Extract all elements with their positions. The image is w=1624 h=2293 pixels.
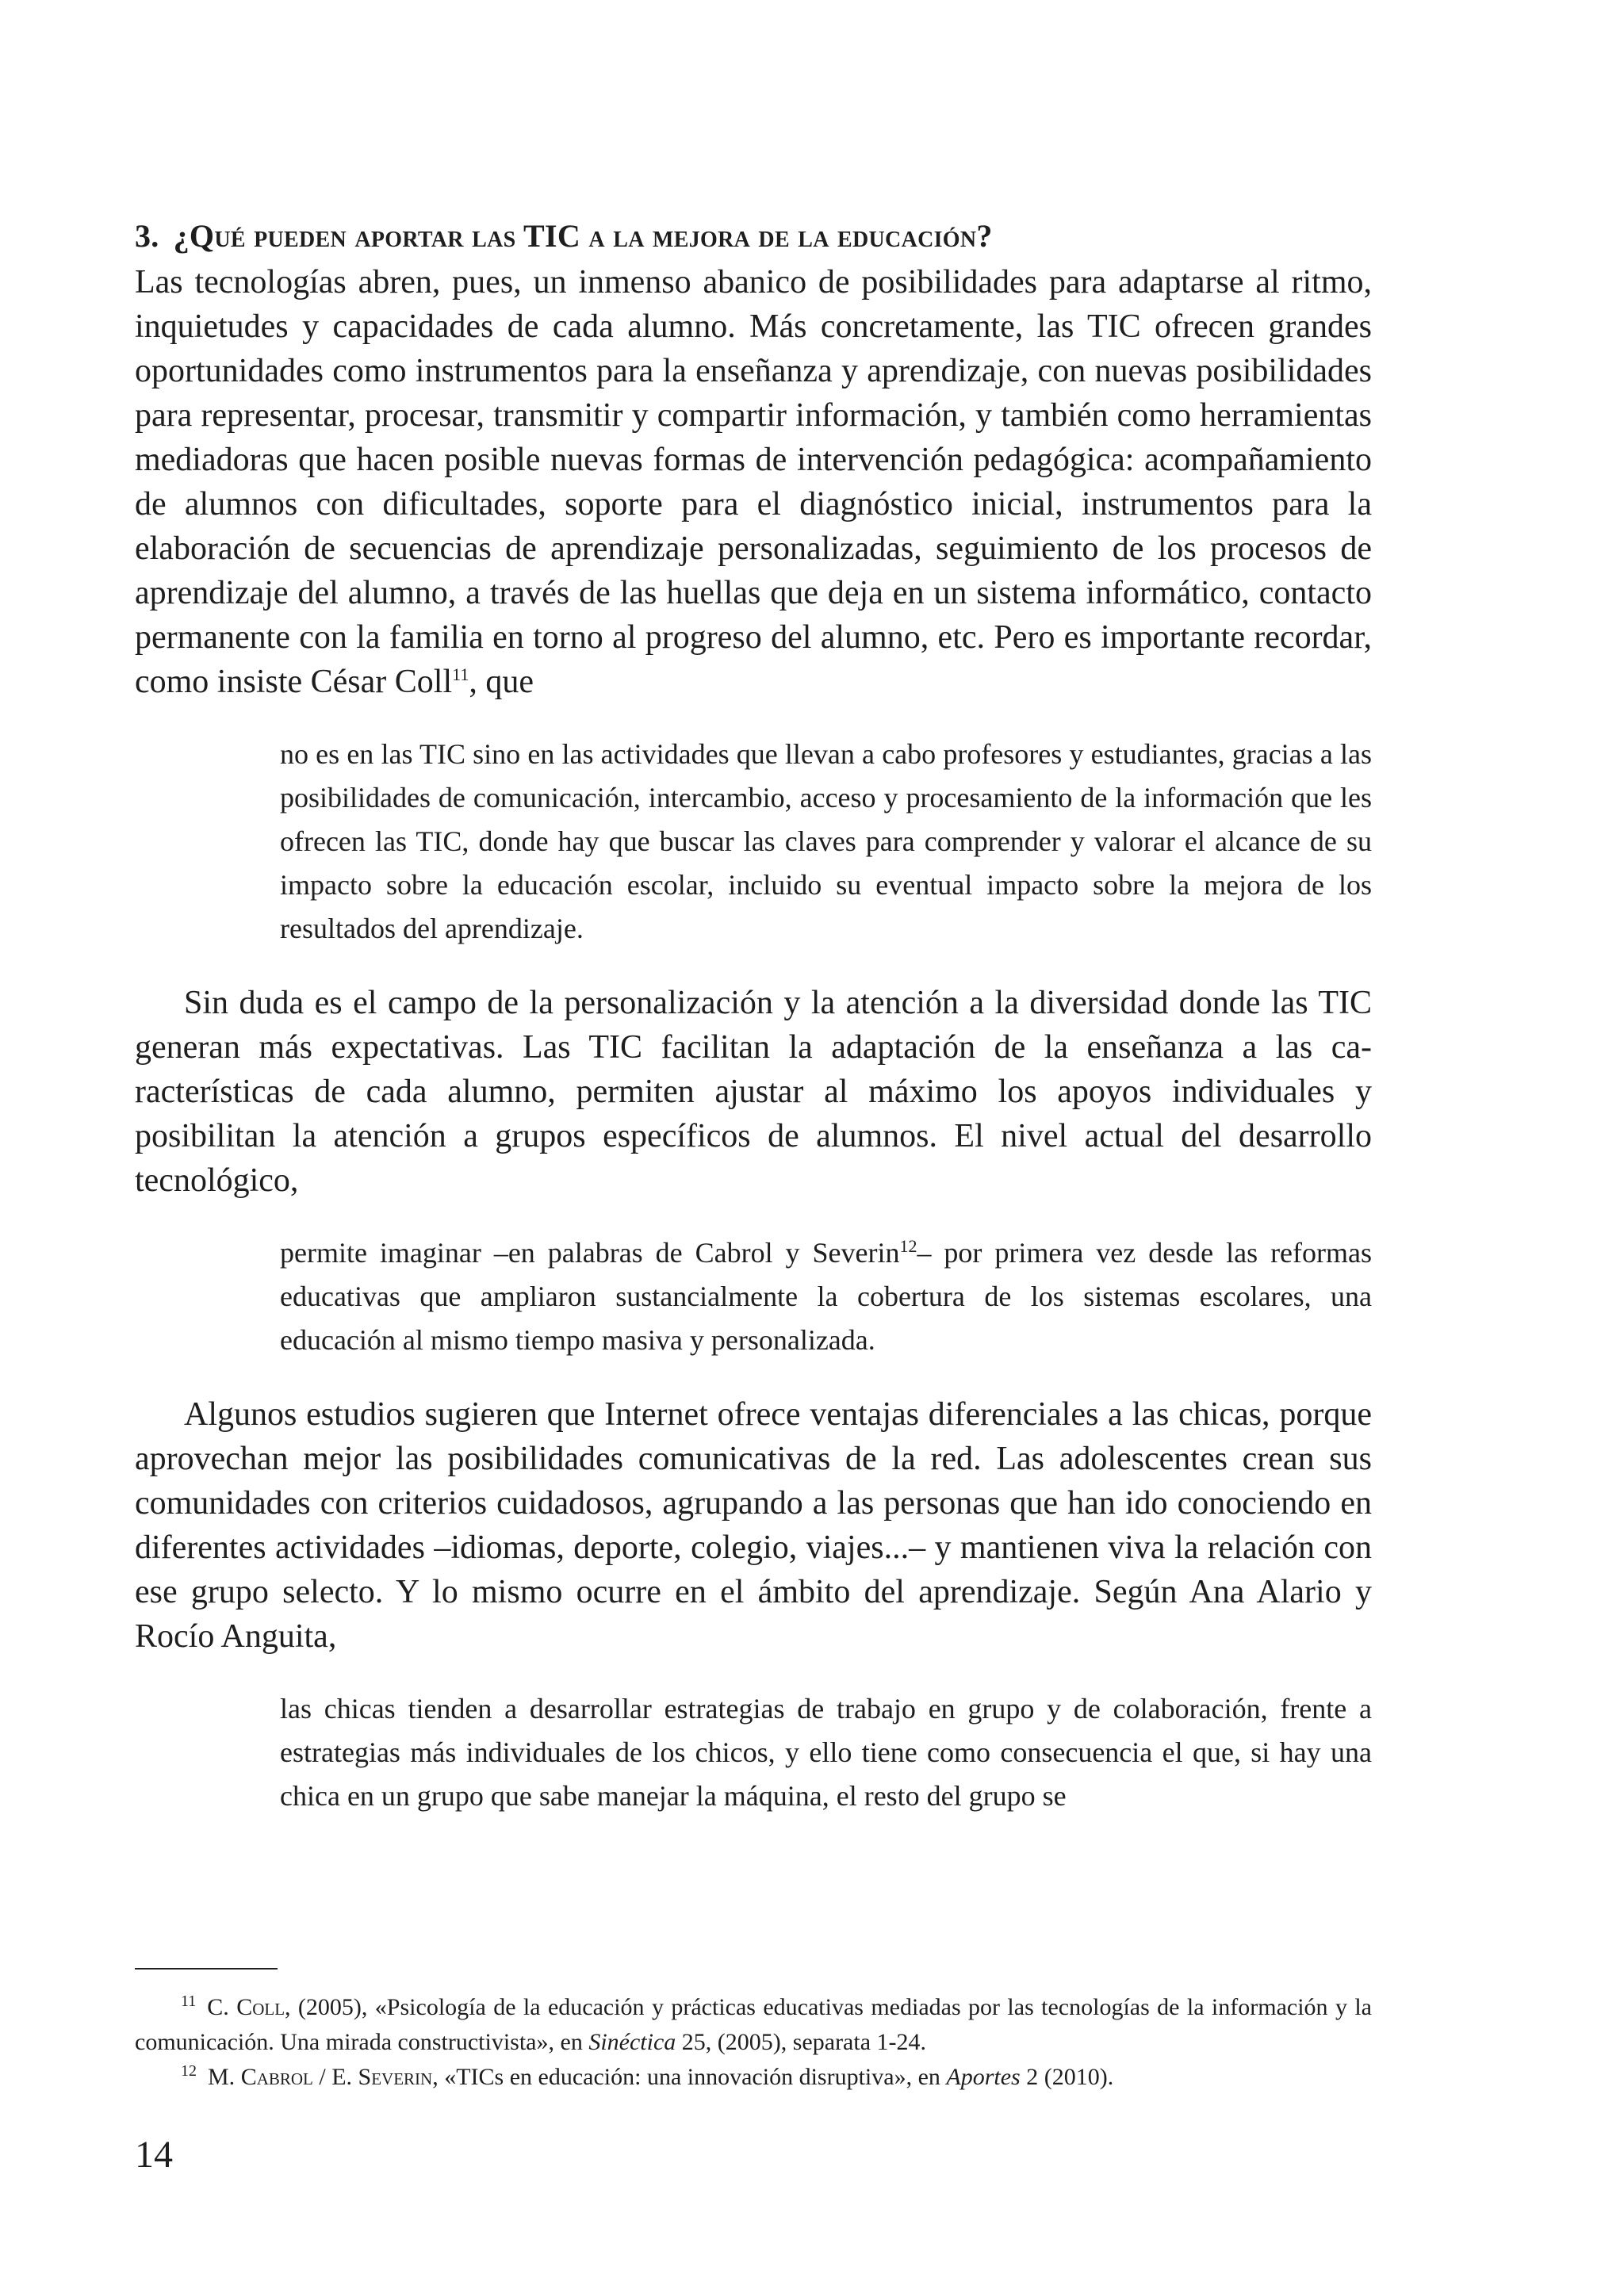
footnote-journal: Sinéctica	[588, 2029, 676, 2055]
footnote-number: 11	[181, 1992, 197, 2010]
section-title: ¿Qué pueden aportar las TIC a la mejora de la educación?	[173, 218, 993, 254]
footnote-author: Coll	[236, 1994, 285, 2020]
footnote-number: 12	[181, 2062, 197, 2080]
paragraph-2: Sin duda es el campo de la personalización y la atención a la diversidad donde las TIC generan más expectativas. Las TIC facilitan la adaptación de la enseñanza a las características de cada alumno, permiten ajustar al máximo los apoyos individuales y posibilitan la atención a grupos específicos de alumnos. El nivel actual del desarrollo tecnológico,	[135, 985, 1372, 1199]
footnote-text: , (2005), «Psicología de la educación y prácticas educativas mediadas por las tecnologías de la información y la comunicación. Una mirada constructivista», en	[135, 1994, 1372, 2055]
footnote-ref-12[interactable]: 12	[899, 1236, 917, 1256]
footnote-author: Cabrol	[240, 2064, 313, 2090]
block-quote-2	[135, 1231, 1372, 1362]
footnote-separator	[135, 1968, 278, 1970]
footnotes	[135, 1990, 1372, 2095]
section-number: 3.	[135, 218, 159, 254]
quote-2-before: permite imaginar –en palabras de Cabrol y Severin	[280, 1237, 900, 1269]
paragraph-3: Algunos estudios sugieren que Internet ofrece ventajas diferenciales a las chicas, porque aprovechan mejor las posibilidades comunicativas de la red. Las adolescentes crean sus comunidades con criterios cuidadosos, agrupando a las personas que han ido conociendo en diferentes actividades –idiomas, deporte, colegio, viajes...– y mantienen viva la relación con ese grupo selecto. Y lo mismo ocurre en el ámbito del aprendizaje. Según Ana Alario y Rocío Anguita,	[135, 1396, 1372, 1655]
paragraph-1-tail: , que	[469, 664, 534, 700]
footnote-ref-11[interactable]: 11	[452, 664, 469, 684]
footnote-text: , «TICs en educación: una innovación disruptiva», en	[432, 2064, 947, 2090]
footnote-author-2: Severin	[358, 2064, 433, 2090]
footnote-journal: Aportes	[946, 2064, 1021, 2090]
page-number: 14	[135, 2134, 173, 2176]
section-heading	[135, 214, 1372, 258]
paragraph-1	[135, 260, 1372, 704]
block-quote-3: las chicas tienden a desarrollar estrategias de trabajo en grupo y de colaboración, frente a estrategias más individuales de los chicos, y ello tiene como consecuencia el que, si hay una chica en un grupo que sabe manejar la máquina, el resto del grupo se	[280, 1693, 1372, 1812]
paragraph-1-text: Las tecnologías abren, pues, un inmenso abanico de posibilidades para adaptarse al ritmo, inquietudes y capacidades de cada alumno. Más concretamente, las TIC ofrecen grandes oportunidades como instrumentos para la enseñanza y aprendizaje, con nuevas posibilidades para representar, procesar, transmitir y compartir información, y también como herramientas mediadoras que hacen posible nuevas formas de intervención pedagógica: acompañamiento de alumnos con dificultades, soporte para el diagnóstico inicial, instrumentos para la elaboración de secuencias de aprendizaje personalizadas, seguimiento de los procesos de aprendizaje del alumno, a través de las huellas que deja en un sistema informático, contacto permanente con la familia en torno al progreso del alumno, etc. Pero es importante recordar, como insiste César Coll	[135, 264, 1372, 700]
page-content	[135, 214, 1372, 1818]
footnote-12	[135, 2060, 1372, 2095]
footnote-text-end: 2 (2010).	[1020, 2064, 1114, 2090]
footnote-author-initial: M.	[208, 2064, 236, 2090]
footnote-author-initial: C.	[207, 1994, 229, 2020]
footnote-11	[135, 1990, 1372, 2060]
footnote-separator-text: / E.	[312, 2064, 358, 2090]
block-quote-1: no es en las TIC sino en las actividades que llevan a cabo profesores y estudiantes, gracias a las posibilidades de comunicación, intercambio, acceso y procesamiento de la información que les ofrecen las TIC, donde hay que buscar las claves para comprender y valorar el alcance de su impacto sobre la educación escolar, incluido su eventual impacto sobre la mejora de los resultados del aprendizaje.	[280, 738, 1372, 944]
footnote-text-end: 25, (2005), separata 1-24.	[676, 2029, 927, 2055]
quote-2-after: – por primera vez desde las reformas educativas que ampliaron sustancialmente la cobertura de los sistemas escolares, una educación al mismo tiempo masiva y personalizada.	[280, 1237, 1372, 1356]
